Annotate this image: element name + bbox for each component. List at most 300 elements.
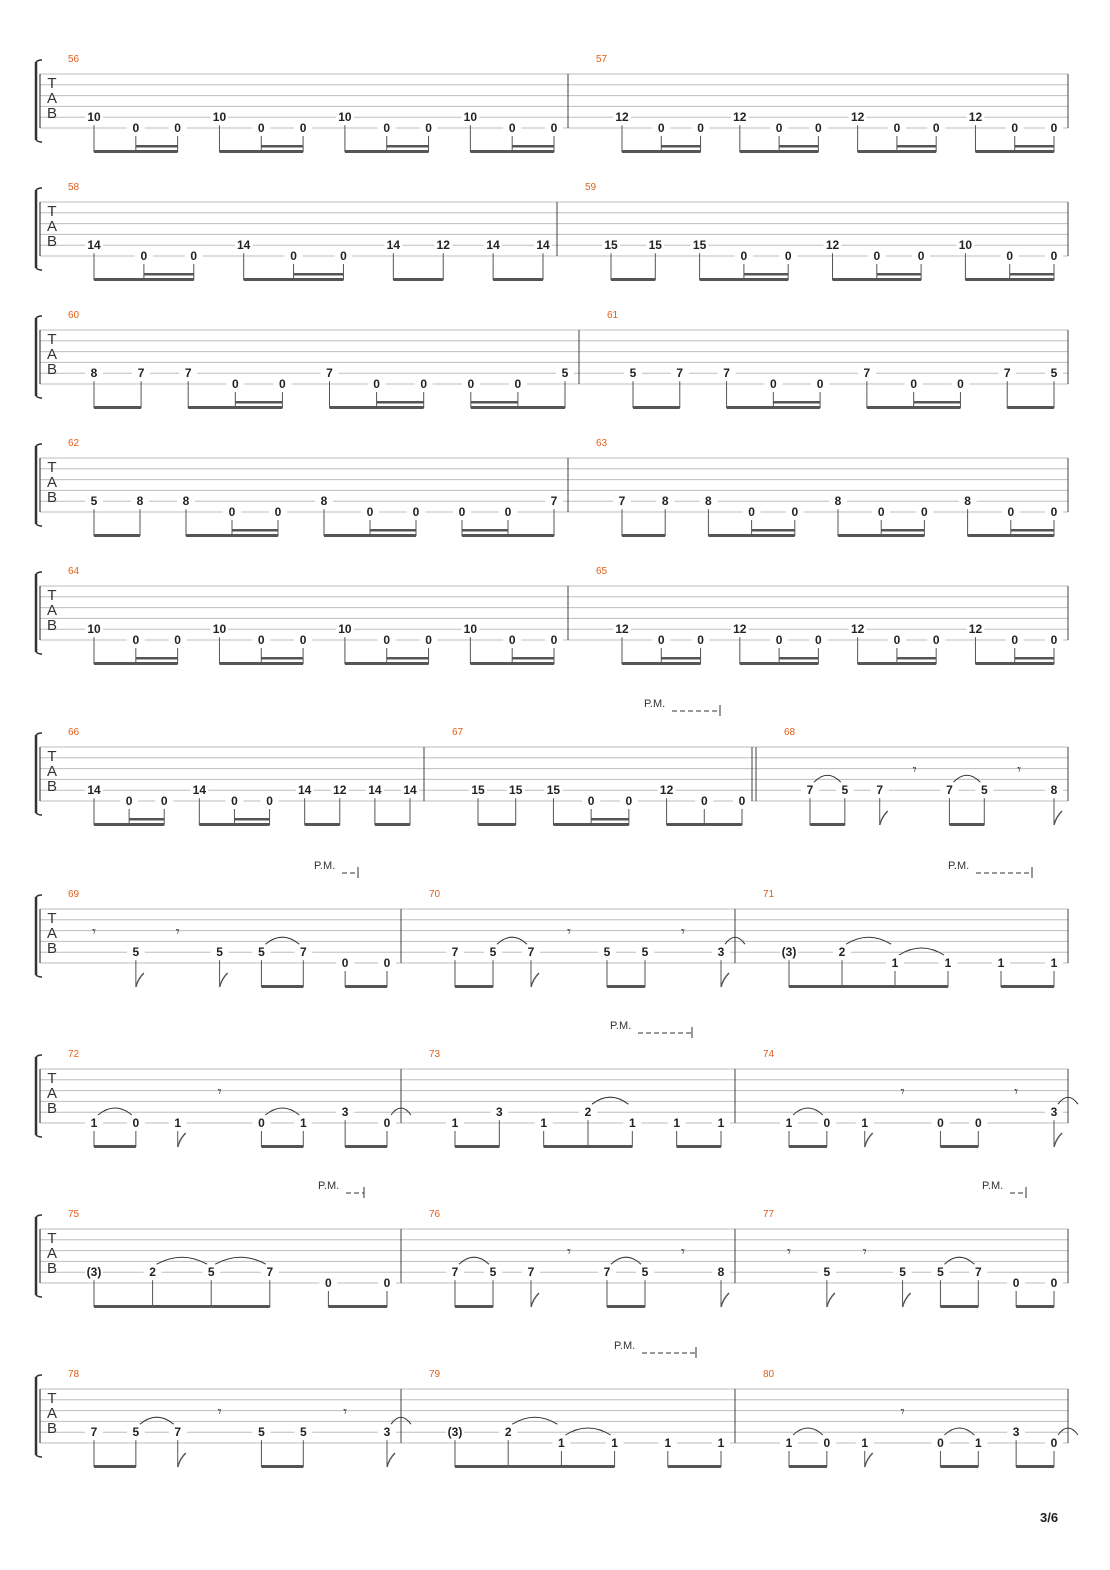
measure-number: 70 [429, 889, 441, 900]
fret-number: 5 [132, 1425, 140, 1440]
fret-number: 7 [451, 1265, 459, 1280]
beam [508, 1465, 561, 1468]
tab-clef-letter: T [47, 331, 57, 348]
bracket-hook-top [36, 316, 42, 318]
note-flag [136, 973, 144, 987]
fret-number: 0 [1050, 505, 1058, 519]
fret-number: 0 [325, 1276, 332, 1290]
fret-number: 7 [174, 1425, 182, 1440]
tab-clef-letter: T [47, 748, 57, 765]
fret-number: 3 [1050, 1105, 1058, 1120]
tab-clef-letter: A [46, 90, 58, 107]
fret-number: 0 [974, 1116, 982, 1130]
fret-number: 0 [228, 505, 236, 519]
beam [455, 1465, 508, 1468]
fret-number: 7 [618, 494, 626, 509]
bracket-hook-top [36, 188, 42, 190]
bracket-hook-bottom [36, 652, 42, 654]
fret-number: 5 [90, 494, 98, 509]
note-flag [220, 973, 228, 987]
beam [471, 406, 565, 409]
palm-mute-label: P.M. [982, 1180, 1004, 1192]
fret-number: 1 [673, 1116, 681, 1130]
beam-secondary [1010, 273, 1054, 276]
beam [789, 985, 842, 988]
beam [740, 662, 819, 665]
fret-number: 0 [893, 121, 901, 135]
beam [975, 662, 1054, 665]
beam [94, 823, 164, 826]
note-flag [1054, 1133, 1062, 1147]
fret-number: 7 [974, 1265, 982, 1280]
measure-number: 78 [68, 1369, 80, 1380]
beam [708, 534, 794, 537]
beam-secondary [1011, 529, 1054, 532]
beam [478, 823, 516, 826]
beam [219, 662, 303, 665]
tab-clef-letter: A [46, 763, 58, 780]
measure-70 [429, 889, 745, 988]
beam [588, 1145, 632, 1148]
fret-number: 1 [611, 1436, 618, 1450]
fret-number: 0 [937, 1436, 944, 1450]
fret-number: 0 [738, 794, 746, 808]
measure-number: 67 [452, 727, 464, 738]
fret-number: 0 [815, 633, 822, 647]
bracket-hook-top [36, 1215, 42, 1217]
fret-number: 0 [1050, 249, 1058, 263]
measure-number: 73 [429, 1049, 441, 1060]
fret-number: 12 [733, 110, 747, 125]
beam [94, 662, 178, 665]
fret-number: 7 [184, 366, 192, 381]
fret-number: 1 [717, 1116, 725, 1130]
beam-secondary [512, 657, 554, 660]
fret-number: 0 [174, 121, 181, 135]
fret-number: 0 [1050, 1276, 1058, 1290]
tab-clef-letter: A [46, 1405, 58, 1422]
fret-number: 0 [697, 633, 704, 647]
fret-number: 0 [823, 1436, 831, 1450]
fret-number: 0 [815, 121, 822, 135]
beam [633, 406, 680, 409]
fret-number: 1 [558, 1436, 565, 1450]
note-flag [531, 1293, 539, 1307]
tab-system [36, 310, 1068, 409]
fret-number: 5 [132, 945, 140, 960]
beam [833, 278, 922, 281]
fret-number: 1 [540, 1116, 548, 1130]
tab-system [36, 860, 1068, 988]
fret-number: 7 [603, 1265, 611, 1280]
tab-system [36, 438, 1068, 537]
beam [455, 1305, 493, 1308]
fret-number: 14 [403, 783, 417, 798]
beam [324, 534, 416, 537]
note-flag [721, 973, 729, 987]
fret-number: 10 [87, 622, 101, 637]
fret-number: 0 [383, 633, 391, 647]
bracket-hook-bottom [36, 975, 42, 977]
tie-arc [592, 1097, 628, 1104]
measure-number: 66 [68, 727, 80, 738]
tie-arc [265, 937, 299, 944]
fret-number: 14 [368, 783, 382, 798]
beam [1016, 1465, 1054, 1468]
beam-secondary [387, 145, 429, 148]
measure-74 [763, 1049, 1078, 1148]
tab-clef-letter: A [46, 474, 58, 491]
fret-number: 10 [338, 110, 352, 125]
fret-number: 10 [958, 238, 973, 253]
fret-number: 5 [823, 1265, 831, 1280]
fret-number: 12 [968, 622, 983, 637]
fret-number: 0 [700, 794, 708, 808]
bracket-hook-bottom [36, 1455, 42, 1457]
tie-arc [215, 1257, 266, 1264]
fret-number: 10 [338, 622, 352, 637]
tab-clef-letter: B [46, 361, 58, 378]
fret-number: 0 [125, 794, 133, 808]
beam [94, 534, 140, 537]
measure-number: 59 [585, 182, 597, 193]
tab-clef-letter: T [47, 910, 57, 927]
measure-69 [68, 860, 396, 988]
tab-clef-letter: B [46, 940, 58, 957]
fret-number: 0 [231, 794, 238, 808]
fret-number: 1 [974, 1436, 982, 1450]
fret-number: 1 [1050, 956, 1058, 970]
measure-number: 75 [68, 1209, 80, 1220]
fret-number: 5 [489, 945, 497, 960]
eighth-rest: 𝄾 [912, 760, 917, 779]
measure-number: 62 [68, 438, 80, 449]
tab-system [36, 54, 1068, 153]
beam [968, 534, 1054, 537]
beam [1007, 406, 1054, 409]
beam [544, 1145, 588, 1148]
measure-number: 80 [763, 1369, 775, 1380]
fret-number: 0 [508, 121, 516, 135]
fret-number: 2 [149, 1265, 156, 1280]
beam [455, 985, 493, 988]
bracket-hook-top [36, 60, 42, 62]
beam [345, 985, 387, 988]
fret-number: 0 [740, 249, 748, 263]
measure-number: 79 [429, 1369, 441, 1380]
tie-arc [459, 1257, 489, 1264]
beam [895, 985, 948, 988]
beam [607, 985, 645, 988]
fret-number: 10 [463, 622, 478, 637]
beam-secondary [261, 145, 303, 148]
beam [470, 662, 554, 665]
fret-number: 2 [838, 945, 846, 960]
measure-number: 61 [607, 310, 619, 321]
fret-number: 5 [980, 783, 988, 798]
fret-number: 0 [932, 633, 940, 647]
fret-number: 5 [899, 1265, 906, 1280]
measure-number: 63 [596, 438, 608, 449]
measure-number: 58 [68, 182, 80, 193]
fret-number: 0 [132, 1116, 140, 1130]
fret-number: 12 [659, 783, 674, 798]
fret-number: 10 [87, 110, 101, 125]
fret-number: 0 [587, 794, 595, 808]
beam [328, 1305, 387, 1308]
bracket-hook-bottom [36, 813, 42, 815]
beam [219, 150, 303, 153]
fret-number: 15 [546, 783, 561, 798]
tab-clef-letter: B [46, 489, 58, 506]
beam [858, 150, 937, 153]
fret-number: 7 [550, 494, 558, 509]
beam-secondary [234, 818, 269, 821]
fret-number: 12 [850, 110, 865, 125]
fret-number: 7 [266, 1265, 274, 1280]
fret-number: 10 [212, 110, 227, 125]
fret-number: 5 [641, 1265, 649, 1280]
fret-number: 1 [861, 1436, 869, 1450]
fret-number: 1 [785, 1436, 793, 1450]
tab-clef-letter: B [46, 617, 58, 634]
eighth-rest: 𝄾 [681, 1242, 685, 1261]
fret-number: 0 [823, 1116, 831, 1130]
measure-58 [68, 182, 552, 281]
beam [94, 1145, 136, 1148]
measure-64 [68, 566, 563, 665]
fret-number: 14 [192, 783, 207, 798]
tab-clef-letter: B [46, 1420, 58, 1437]
fret-number: 0 [383, 1116, 391, 1130]
fret-number: 0 [1011, 121, 1019, 135]
beam [375, 823, 410, 826]
beam [244, 278, 344, 281]
beam [842, 985, 895, 988]
beam [975, 150, 1054, 153]
tab-clef-letter: B [46, 1260, 58, 1277]
bracket-hook-bottom [36, 268, 42, 270]
eighth-rest: 𝄾 [343, 1402, 348, 1421]
fret-number: 5 [299, 1425, 307, 1440]
tie-arc [899, 948, 944, 955]
tab-clef-letter: A [46, 1085, 58, 1102]
tie-arc [611, 1257, 641, 1264]
fret-number: 0 [299, 633, 307, 647]
fret-number: 8 [964, 494, 971, 509]
fret-number: 14 [87, 783, 101, 798]
fret-number: 12 [333, 783, 347, 798]
fret-number: 7 [299, 945, 307, 960]
beam [345, 662, 429, 665]
measure-77 [763, 1180, 1063, 1308]
fret-number: 15 [471, 783, 485, 798]
fret-number: 5 [603, 945, 611, 960]
beam [700, 278, 789, 281]
eighth-rest: 𝄾 [900, 1082, 905, 1101]
measure-number: 76 [429, 1209, 441, 1220]
fret-number: 0 [1007, 505, 1015, 519]
beam-secondary [914, 401, 961, 404]
tab-clef-letter: T [47, 1390, 57, 1407]
tab-system [36, 698, 1068, 826]
beam [94, 278, 194, 281]
tie-arc [846, 937, 891, 944]
tab-clef-letter: B [46, 233, 58, 250]
beam [1001, 985, 1054, 988]
beam-secondary [661, 145, 700, 148]
fret-number: 0 [550, 121, 558, 135]
fret-number: 7 [527, 1265, 535, 1280]
fret-number: 1 [664, 1436, 672, 1450]
measure-78 [68, 1369, 411, 1468]
measure-59 [585, 182, 1063, 281]
fret-number: 12 [825, 238, 840, 253]
fret-number: 7 [137, 366, 145, 381]
page-number: 3/6 [1040, 1510, 1059, 1525]
beam [345, 150, 429, 153]
bracket-hook-bottom [36, 396, 42, 398]
fret-number: 14 [536, 238, 550, 253]
palm-mute-label: P.M. [318, 1180, 340, 1192]
fret-number: 10 [212, 622, 227, 637]
beam [94, 1465, 136, 1468]
beam [211, 1305, 270, 1308]
fret-number: 5 [641, 945, 649, 960]
fret-number: 12 [850, 622, 865, 637]
fret-number: 7 [723, 366, 730, 381]
fret-number: 0 [508, 633, 516, 647]
fret-number: 0 [769, 377, 777, 391]
beam [94, 1305, 153, 1308]
measure-62 [68, 438, 563, 537]
note-flag [865, 1453, 873, 1467]
fret-number: 1 [944, 956, 952, 970]
fret-number: 0 [657, 633, 665, 647]
fret-number: 7 [876, 783, 884, 798]
fret-number: 7 [527, 945, 535, 960]
fret-number: 15 [648, 238, 662, 253]
bracket-hook-top [36, 1375, 42, 1377]
fret-number: 0 [420, 377, 428, 391]
beam [611, 278, 655, 281]
tie-arc [793, 1108, 823, 1115]
fret-number: (3) [86, 1265, 102, 1280]
tab-clef-letter: B [46, 1100, 58, 1117]
eighth-rest: 𝄾 [175, 922, 180, 941]
beam [261, 985, 303, 988]
tie-arc [793, 1428, 823, 1435]
fret-number: 5 [207, 1265, 215, 1280]
beam [553, 823, 628, 826]
measure-number: 77 [763, 1209, 775, 1220]
fret-number: 0 [1006, 249, 1014, 263]
beam [622, 150, 701, 153]
fret-number: 1 [451, 1116, 459, 1130]
beam [305, 823, 340, 826]
beam-secondary [877, 273, 921, 276]
fret-number: 0 [341, 956, 349, 970]
fret-number: 1 [299, 1116, 307, 1130]
fret-number: 0 [1050, 633, 1058, 647]
fret-number: 0 [174, 633, 181, 647]
note-flag [1054, 811, 1062, 825]
fret-number: 3 [717, 945, 725, 960]
beam-secondary [462, 529, 508, 532]
fret-number: 0 [231, 377, 239, 391]
fret-number: 8 [717, 1265, 725, 1280]
eighth-rest: 𝄾 [92, 922, 96, 941]
fret-number: 0 [266, 794, 273, 808]
measure-80 [763, 1369, 1078, 1468]
tie-arc [98, 1108, 132, 1115]
beam [949, 823, 984, 826]
beam-secondary [144, 273, 194, 276]
fret-number: 0 [775, 121, 783, 135]
beam-secondary [377, 401, 424, 404]
fret-number: 5 [258, 1425, 265, 1440]
tab-clef-letter: A [46, 925, 58, 942]
fret-number: 7 [863, 366, 871, 381]
fret-number: 0 [1050, 1436, 1058, 1450]
tab-system [36, 182, 1068, 281]
beam [789, 1145, 827, 1148]
fret-number: 0 [893, 633, 901, 647]
fret-number: 0 [550, 633, 558, 647]
beam [462, 534, 554, 537]
fret-number: 0 [921, 505, 928, 519]
fret-number: 0 [383, 121, 391, 135]
tie-arc [944, 1257, 974, 1264]
fret-number: 1 [785, 1116, 793, 1130]
beam [561, 1465, 614, 1468]
fret-number: 1 [174, 1116, 182, 1130]
tab-clef-letter: T [47, 203, 57, 220]
beam-secondary [136, 145, 178, 148]
fret-number: 8 [90, 366, 98, 381]
beam [838, 534, 924, 537]
fret-number: 0 [160, 794, 168, 808]
beam [345, 1145, 387, 1148]
beam-secondary [897, 145, 936, 148]
tab-system [36, 1020, 1078, 1148]
measure-number: 68 [784, 727, 796, 738]
fret-number: 14 [486, 238, 500, 253]
eighth-rest: 𝄾 [681, 922, 685, 941]
eighth-rest: 𝄾 [567, 922, 571, 941]
beam [940, 1465, 978, 1468]
fret-number: 0 [412, 505, 420, 519]
note-flag [531, 973, 539, 987]
measure-66 [68, 727, 419, 826]
fret-number: 7 [946, 783, 953, 798]
fret-number: 0 [373, 377, 380, 391]
beam [867, 406, 961, 409]
beam-secondary [261, 657, 303, 660]
beam [858, 662, 937, 665]
tab-clef-letter: B [46, 778, 58, 795]
tie-arc [953, 775, 980, 782]
beam-secondary [779, 657, 818, 660]
beam-secondary [136, 657, 178, 660]
fret-number: 5 [216, 945, 223, 960]
fret-number: 7 [676, 366, 684, 381]
measure-number: 56 [68, 54, 80, 65]
eighth-rest: 𝄾 [900, 1402, 905, 1421]
fret-number: 3 [495, 1105, 503, 1120]
fret-number: 3 [341, 1105, 349, 1120]
measure-63 [596, 438, 1063, 537]
